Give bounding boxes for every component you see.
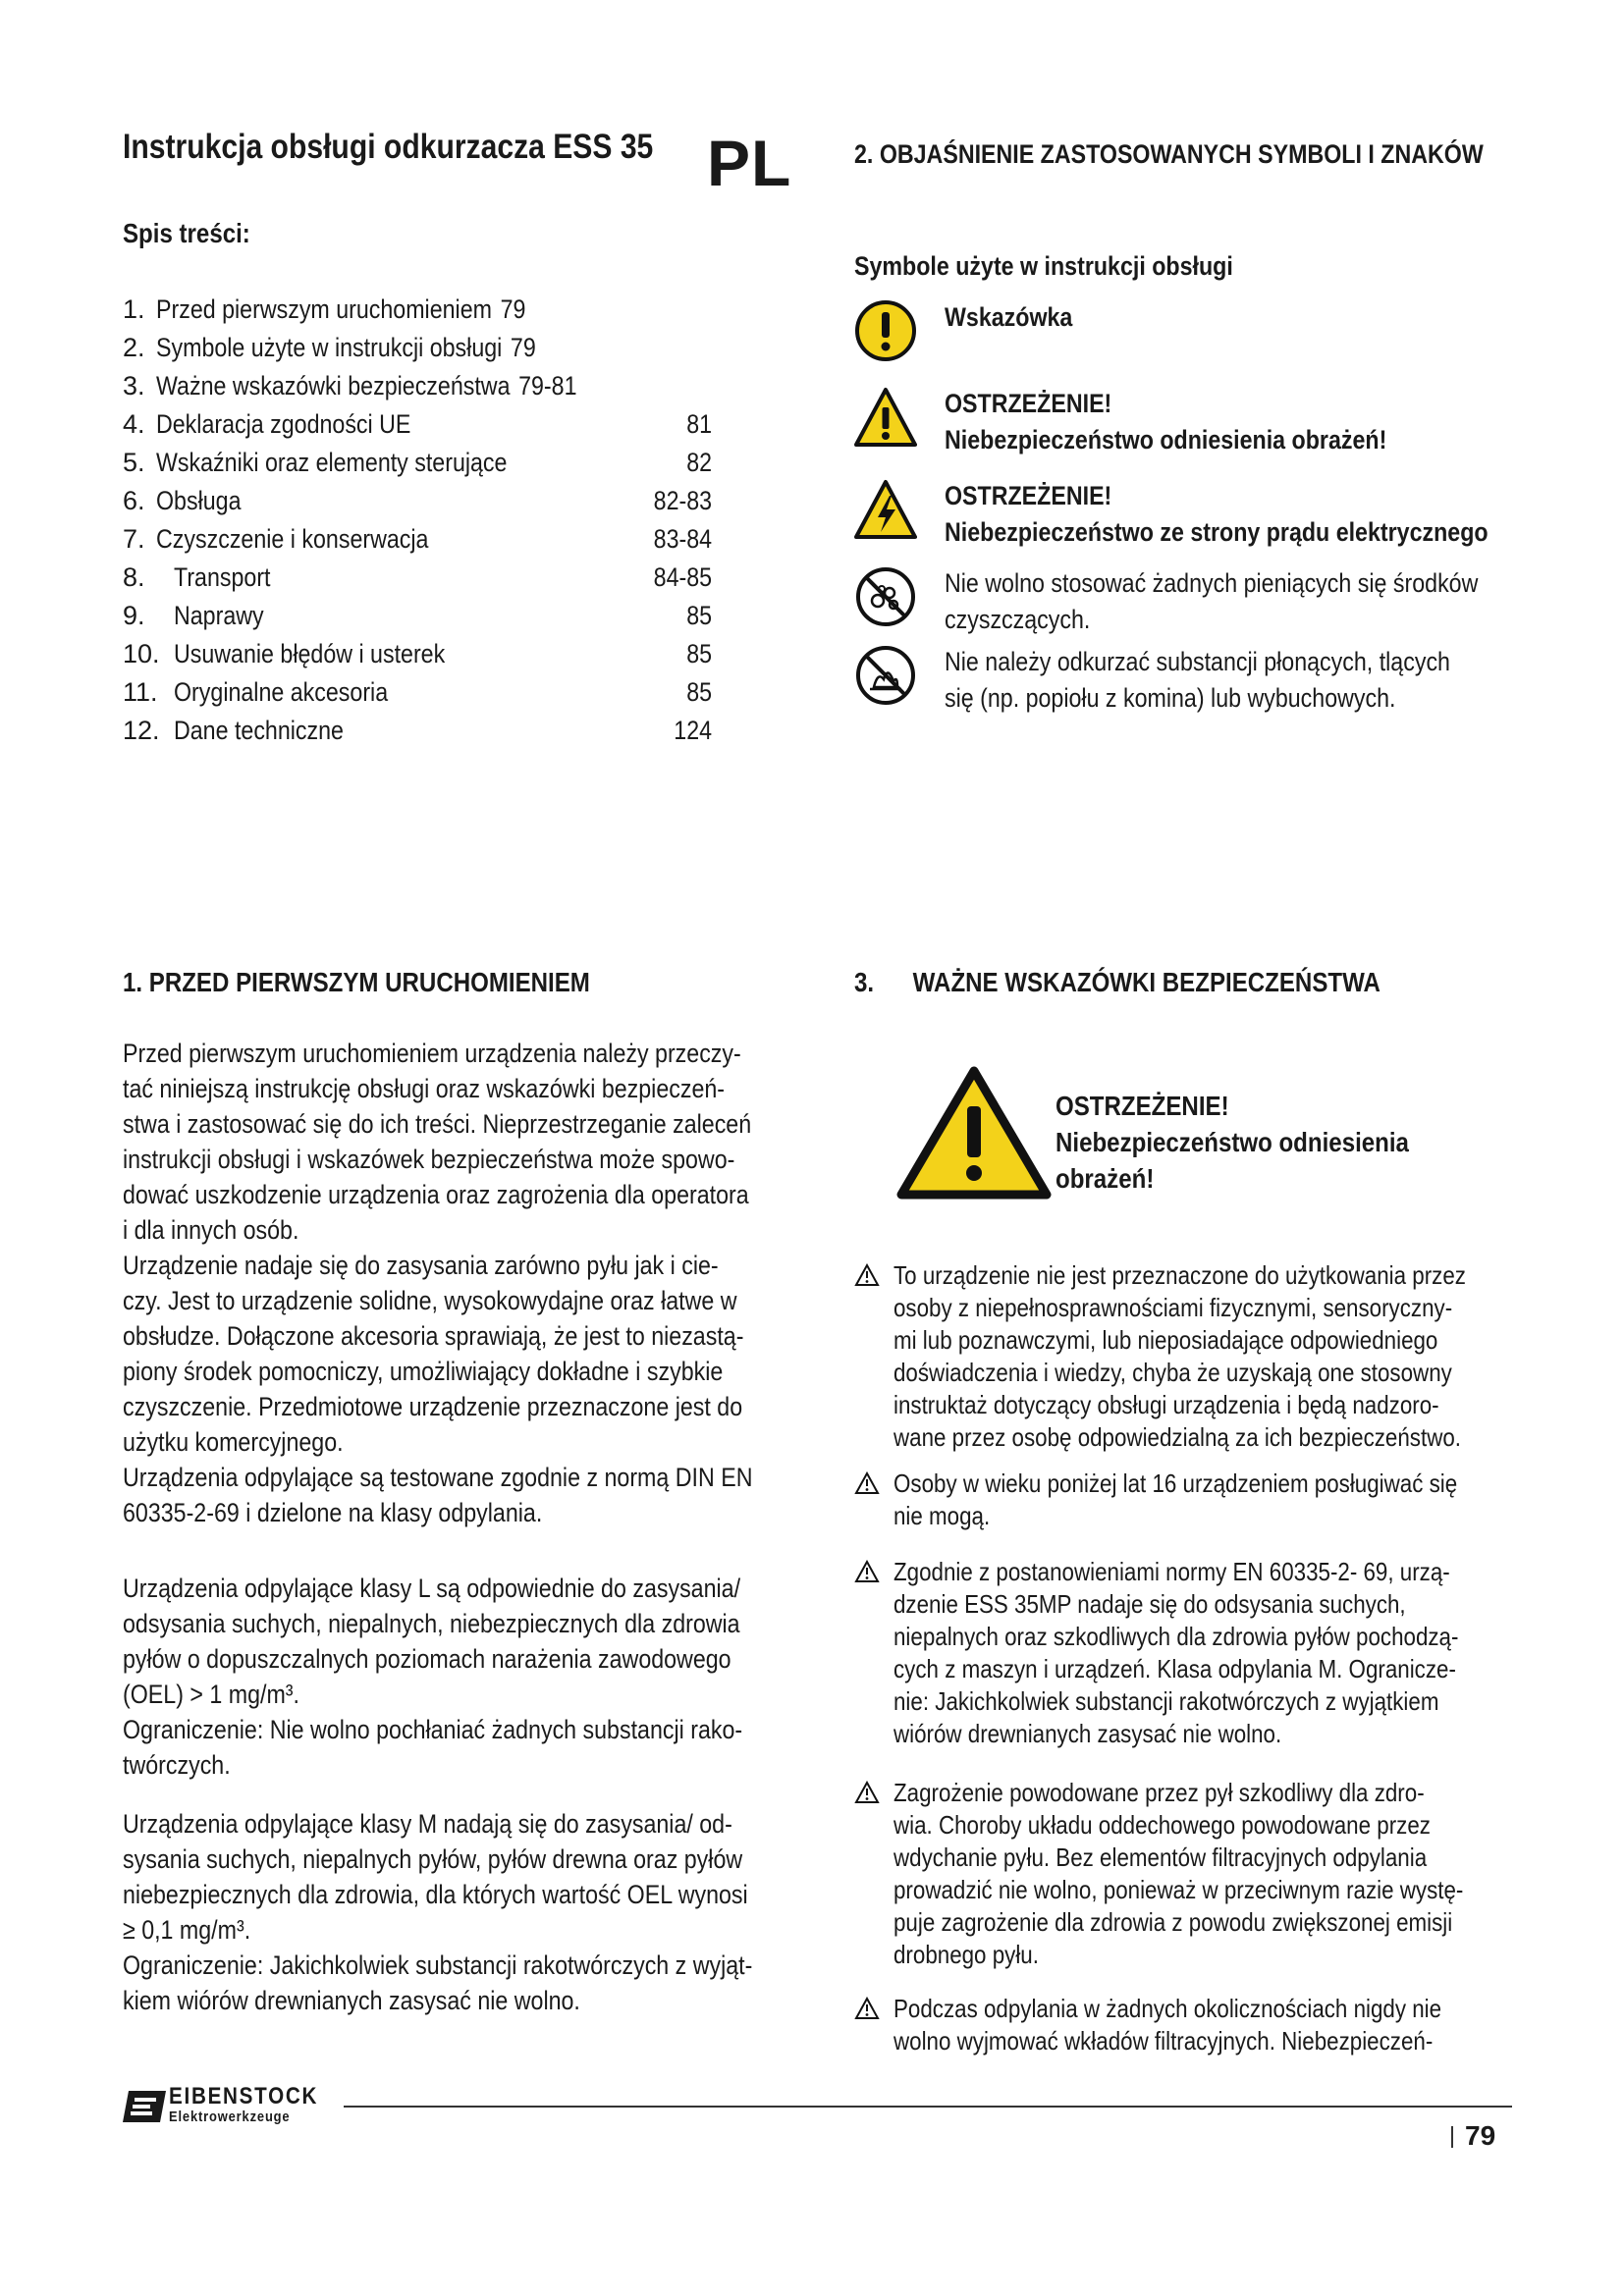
toc-item-number: 5.	[123, 448, 145, 477]
section-1-paragraph	[123, 1036, 795, 1530]
paragraph-line-text: czy. Jest to urządzenie solidne, wysokowydajne oraz łatwe w	[123, 1286, 737, 1315]
paragraph-line-text: Przed pierwszym uruchomieniem urządzenia należy przeczy-	[123, 1039, 741, 1068]
toc-item	[123, 294, 781, 333]
paragraph-line	[123, 1460, 795, 1495]
warning-text-line-content: Niebezpieczeństwo odniesienia	[1056, 1127, 1409, 1157]
toc-item-text	[174, 677, 423, 708]
toc-item	[123, 601, 781, 639]
symbol-text-line-content: Nie należy odkurzać substancji płonących, tlących	[945, 647, 1450, 676]
page-number: 79	[1465, 2120, 1496, 2151]
paragraph-line-text: instrukcji obsługi i wskazówek bezpieczeństwa może spowo-	[123, 1145, 735, 1174]
brand-name: EIBENSTOCK	[169, 2083, 319, 2109]
symbol-text	[945, 478, 1577, 551]
toc-item-number: 10.	[123, 639, 160, 668]
paragraph-line-text: obsłudze. Dołączone akcesoria sprawiają, że jest to niezastą-	[123, 1321, 744, 1351]
toc-item-page: 79	[500, 294, 526, 324]
toc-item-page-value: 83-84	[653, 524, 712, 554]
toc-item	[123, 677, 781, 716]
warning-bullet-icon	[854, 1997, 880, 2020]
symbol-text-line	[945, 680, 1533, 717]
toc-item-page	[682, 639, 712, 669]
toc-item-text	[156, 448, 565, 478]
warning-text-line	[1056, 1124, 1467, 1160]
safety-bullet-line-text: doświadczenia i wiedzy, chyba że uzyskają one stosowny	[893, 1358, 1452, 1387]
toc-item-number: 11.	[123, 677, 158, 707]
safety-bullet-line	[893, 1842, 1556, 1874]
toc-item-text	[156, 524, 473, 555]
safety-bullet-line-text: instruktaż dotyczący obsługi urządzenia i będą nadzoro-	[893, 1390, 1439, 1419]
paragraph-line	[123, 1495, 795, 1530]
symbol-text-line-content: OSTRZEŻENIE!	[945, 389, 1112, 418]
paragraph-line-text: Ograniczenie: Jakichkolwiek substancji rakotwórczych z wyjąt-	[123, 1950, 753, 1980]
safety-bullet-line-text: prowadzić nie wolno, ponieważ w przeciwnym razie wystę-	[893, 1875, 1464, 1904]
toc-item-text	[156, 486, 255, 516]
warning-text-line-content: obrażeń!	[1056, 1163, 1155, 1194]
paragraph-line	[123, 1424, 795, 1460]
symbol-text-line	[945, 602, 1565, 638]
toc-item-page	[644, 524, 712, 555]
safety-bullet-line	[893, 1809, 1556, 1842]
safety-bullet-line	[893, 1556, 1550, 1588]
safety-bullet-line	[893, 1906, 1556, 1939]
toc-item-text	[156, 371, 645, 401]
toc-item-text	[174, 639, 489, 669]
toc-item	[123, 524, 781, 562]
paragraph-line	[123, 1912, 795, 1948]
toc-item	[123, 562, 781, 601]
symbol-text-line	[945, 386, 1459, 422]
toc-item-page	[682, 601, 712, 631]
safety-bullet-text	[893, 1993, 1531, 2057]
toc-item-page	[682, 409, 712, 440]
toc-item-page-value: 124	[674, 716, 712, 745]
paragraph-line-text: dować uszkodzenie urządzenia oraz zagrożenia dla operatora	[123, 1180, 749, 1209]
symbol-text-line-content: Wskazówka	[945, 302, 1073, 332]
paragraph-line	[123, 1983, 795, 2018]
paragraph-line-text: (OEL) > 1 mg/m³.	[123, 1680, 299, 1709]
symbol-text-line	[945, 299, 1094, 336]
paragraph-line	[123, 1142, 795, 1177]
safety-bullet-line-text: dzenie ESS 35MP nadaje się do odsysania suchych,	[893, 1589, 1406, 1619]
safety-bullet-line	[893, 2025, 1531, 2057]
paragraph-line	[123, 1712, 795, 1747]
paragraph-line-text: twórczych.	[123, 1750, 231, 1780]
toc-item-page-value: 84-85	[653, 562, 712, 592]
toc-item	[123, 333, 781, 371]
warning-triangle-icon	[854, 386, 917, 449]
paragraph-line	[123, 1571, 795, 1606]
paragraph-line-text: piony środek pomocniczy, umożliwiający dokładne i szybkie	[123, 1357, 724, 1386]
safety-bullet-line-text: wia. Choroby układu oddechowego powodowane przez	[893, 1810, 1431, 1840]
safety-bullet-line	[893, 1874, 1556, 1906]
toc-item	[123, 639, 781, 677]
paragraph-line	[123, 1677, 795, 1712]
section-1-paragraph	[123, 1571, 795, 1783]
paragraph-line-text: niebezpiecznych dla zdrowia, dla których wartość OEL wynosi	[123, 1880, 748, 1909]
symbol-text-line-content: się (np. popiołu z komina) lub wybuchowych.	[945, 683, 1396, 713]
symbol-text-line-content: OSTRZEŻENIE!	[945, 481, 1112, 510]
safety-bullet-line	[893, 1685, 1550, 1718]
toc-item-page: 79-81	[518, 371, 577, 400]
symbols-subheading: Symbole użyte w instrukcji obsługi	[854, 251, 1233, 281]
paragraph-line	[123, 1248, 795, 1283]
safety-bullet-line-text: wane przez osobę odpowiedzialną za ich bezpieczeństwo.	[893, 1422, 1461, 1452]
toc-item-page-value: 81	[686, 409, 712, 439]
safety-bullet-line	[893, 1389, 1559, 1421]
toc-item-number: 4.	[123, 409, 145, 439]
paragraph-line-text: kiem wiórów drewnianych zasysać nie wolno.	[123, 1986, 580, 2015]
safety-bullet-line	[893, 1292, 1559, 1324]
no-hot-ash-icon	[854, 644, 917, 707]
symbol-text	[945, 565, 1565, 638]
safety-bullet-line	[893, 1357, 1559, 1389]
no-foam-icon	[854, 565, 917, 628]
section-1-paragraph	[123, 1806, 795, 2018]
paragraph-line	[123, 1606, 795, 1641]
safety-bullet-text	[893, 1777, 1556, 1971]
toc-item-number: 12.	[123, 716, 160, 745]
paragraph-line-text: pyłów o dopuszczalnych poziomach narażenia zawodowego	[123, 1644, 731, 1674]
paragraph-line	[123, 1036, 795, 1071]
paragraph-line-text: Urządzenia odpylające klasy L są odpowiednie do zasysania/	[123, 1574, 741, 1603]
paragraph-line	[123, 1212, 795, 1248]
safety-bullet-line-text: wiórów drewnianych zasysać nie wolno.	[893, 1719, 1282, 1748]
paragraph-line-text: czyszczenie. Przedmiotowe urządzenie przeznaczone jest do	[123, 1392, 743, 1421]
toc-item-page-value: 85	[686, 601, 712, 630]
safety-bullet-line	[893, 1588, 1550, 1621]
toc-item-label: Ważne wskazówki bezpieczeństwa 79-81	[156, 371, 577, 400]
toc-item-page	[682, 677, 712, 708]
paragraph-line-text: i dla innych osób.	[123, 1215, 299, 1245]
language-code: PL	[707, 127, 792, 199]
paragraph-line-text: Urządzenie nadaje się do zasysania zarówno pyłu jak i cie-	[123, 1251, 719, 1280]
safety-bullet-text	[893, 1468, 1549, 1532]
warning-bullet-icon	[854, 1471, 880, 1495]
paragraph-line-text: Urządzenia odpylające są testowane zgodnie z normą DIN EN	[123, 1463, 753, 1492]
symbol-text-line	[945, 514, 1577, 551]
section-2-title: 2. OBJAŚNIENIE ZASTOSOWANYCH SYMBOLI I ZNAKÓW	[854, 139, 1484, 169]
paragraph-line	[123, 1283, 795, 1318]
electric-hazard-icon	[854, 478, 917, 541]
safety-bullet-line-text: Podczas odpylania w żadnych okolicznościach nigdy nie	[893, 1994, 1442, 2023]
toc-item-label: Obsługa	[156, 486, 242, 515]
symbol-text-line	[945, 565, 1565, 602]
safety-bullet-line-text: puje zagrożenie dla zdrowia z powodu zwiększonej emisji	[893, 1907, 1453, 1937]
paragraph-line	[123, 1948, 795, 1983]
toc-item-number: 3.	[123, 371, 145, 400]
symbol-text-line	[945, 478, 1577, 514]
section-3-warning-text	[1056, 1088, 1467, 1197]
safety-bullet-line-text: wolno wyjmować wkładów filtracyjnych. Niebezpieczeń-	[893, 2026, 1434, 2056]
toc-item-text	[174, 562, 287, 593]
toc-item-page	[668, 716, 712, 746]
toc-item-label: Oryginalne akcesoria	[174, 677, 389, 707]
toc-item-number: 2.	[123, 333, 145, 362]
safety-bullet-line	[893, 1777, 1556, 1809]
paragraph-line-text: Ograniczenie: Nie wolno pochłaniać żadnych substancji rako-	[123, 1715, 743, 1744]
toc-item-text	[174, 601, 279, 631]
safety-bullet-line	[893, 1621, 1550, 1653]
safety-bullet-line-text: Osoby w wieku poniżej lat 16 urządzeniem posługiwać się	[893, 1468, 1458, 1498]
toc-item-label: Deklaracja zgodności UE	[156, 409, 411, 439]
toc-item	[123, 371, 781, 409]
paragraph-line	[123, 1354, 795, 1389]
safety-bullet-line-text: drobnego pyłu.	[893, 1940, 1039, 1969]
toc-item-page	[644, 486, 712, 516]
safety-bullet-line-text: wdychanie pyłu. Bez elementów filtracyjnych odpylania	[893, 1842, 1428, 1872]
toc-item-label: Wskaźniki oraz elementy sterujące	[156, 448, 508, 477]
paragraph-line	[123, 1071, 795, 1106]
paragraph-line	[123, 1106, 795, 1142]
toc-item-label: Symbole użyte w instrukcji obsługi 79	[156, 333, 536, 362]
safety-bullet-line-text: osoby z niepełnosprawnościami fizycznymi, sensoryczny-	[893, 1293, 1453, 1322]
paragraph-line	[123, 1641, 795, 1677]
toc-item-page	[682, 448, 712, 478]
toc-item	[123, 409, 781, 448]
toc-item-text	[156, 409, 453, 440]
paragraph-line	[123, 1877, 795, 1912]
safety-bullet-line-text: cych z maszyn i urządzeń. Klasa odpylania M. Ogranicze-	[893, 1654, 1456, 1683]
table-of-contents	[123, 294, 781, 754]
safety-bullet-line-text: nie: Jakichkolwiek substancji rakotwórczych z wyjątkiem	[893, 1686, 1439, 1716]
paragraph-line-text: sysania suchych, niepalnych pyłów, pyłów drewna oraz pyłów	[123, 1844, 743, 1874]
safety-bullet-line	[893, 1324, 1559, 1357]
toc-item-label: Usuwanie błędów i usterek	[174, 639, 446, 668]
section-3-title: 3. WAŻNE WSKAZÓWKI BEZPIECZEŃSTWA	[854, 967, 1380, 997]
toc-item-page-value: 82-83	[653, 486, 712, 515]
toc-item	[123, 448, 781, 486]
safety-bullet-line	[893, 1993, 1531, 2025]
symbol-text-line	[945, 644, 1533, 680]
toc-item-label: Przed pierwszym uruchomieniem 79	[156, 294, 526, 324]
symbol-text-line	[945, 422, 1459, 458]
toc-item-page-value: 85	[686, 639, 712, 668]
toc-item-label: Dane techniczne	[174, 716, 344, 745]
safety-bullet-text	[893, 1556, 1550, 1750]
toc-item-label: Czyszczenie i konserwacja	[156, 524, 429, 554]
safety-bullet-line-text: To urządzenie nie jest przeznaczone do użytkowania przez	[893, 1260, 1466, 1290]
symbol-text	[945, 386, 1459, 458]
toc-item-text	[156, 333, 598, 363]
paragraph-line	[123, 1177, 795, 1212]
warning-text-line	[1056, 1160, 1467, 1197]
page-number-divider	[1451, 2126, 1453, 2148]
toc-item-label: Naprawy	[174, 601, 264, 630]
safety-bullet-line	[893, 1718, 1550, 1750]
warning-text-line	[1056, 1088, 1467, 1124]
safety-bullet-line-text: Zagrożenie powodowane przez pył szkodliwy dla zdro-	[893, 1778, 1425, 1807]
warning-text-line-content: OSTRZEŻENIE!	[1056, 1091, 1229, 1121]
paragraph-line-text: użytku komercyjnego.	[123, 1427, 344, 1457]
paragraph-line-text: 60335-2-69 i dzielone na klasy odpylania.	[123, 1498, 543, 1527]
symbol-text	[945, 644, 1533, 717]
toc-item-page	[644, 562, 712, 593]
safety-bullet-line	[893, 1468, 1549, 1500]
symbol-text-line-content: czyszczących.	[945, 605, 1091, 634]
safety-bullet-line	[893, 1421, 1559, 1454]
toc-item-page: 79	[510, 333, 536, 362]
section-1-title: 1. PRZED PIERWSZYM URUCHOMIENIEM	[123, 967, 590, 997]
safety-bullet-line	[893, 1500, 1549, 1532]
symbol-text-line-content: Nie wolno stosować żadnych pieniących się środków	[945, 568, 1479, 598]
toc-item	[123, 716, 781, 754]
paragraph-line	[123, 1842, 795, 1877]
toc-item-label: Transport	[174, 562, 271, 592]
toc-item-number: 7.	[123, 524, 145, 554]
toc-item-number: 6.	[123, 486, 145, 515]
safety-bullet-text	[893, 1259, 1559, 1454]
brand-subtitle: Elektrowerkzeuge	[169, 2109, 291, 2125]
paragraph-line-text: Urządzenia odpylające klasy M nadają się do zasysania/ od-	[123, 1809, 732, 1839]
safety-bullet-line-text: mi lub poznawczymi, lub nieposiadające odpowiedniego	[893, 1325, 1438, 1355]
toc-item-page-value: 85	[686, 677, 712, 707]
toc-item-text	[174, 716, 371, 746]
toc-item-number: 9.	[123, 601, 145, 630]
safety-bullet-line-text: niepalnych oraz szkodliwych dla zdrowia pyłów pochodzą-	[893, 1622, 1459, 1651]
symbol-text-line-content: Niebezpieczeństwo odniesienia obrażeń!	[945, 425, 1387, 454]
footer-rule	[344, 2106, 1512, 2108]
warning-bullet-icon	[854, 1781, 880, 1804]
safety-bullet-line	[893, 1939, 1556, 1971]
document-title: Instrukcja obsługi odkurzacza ESS 35	[123, 128, 654, 166]
warning-bullet-icon	[854, 1560, 880, 1583]
warning-bullet-icon	[854, 1263, 880, 1287]
toc-item	[123, 486, 781, 524]
eibenstock-logo-icon	[123, 2089, 166, 2124]
safety-bullet-line-text: Zgodnie z postanowieniami normy EN 60335-2- 69, urzą-	[893, 1557, 1450, 1586]
toc-heading: Spis treści:	[123, 218, 250, 248]
paragraph-line	[123, 1318, 795, 1354]
toc-item-page-value: 82	[686, 448, 712, 477]
paragraph-line-text: stwa i zastosować się do ich treści. Nieprzestrzeganie zaleceń	[123, 1109, 752, 1139]
paragraph-line-text: tać niniejszą instrukcję obsługi oraz wskazówki bezpieczeń-	[123, 1074, 726, 1103]
paragraph-line	[123, 1747, 795, 1783]
safety-bullet-line	[893, 1259, 1559, 1292]
symbol-text	[945, 299, 1094, 336]
toc-item-text	[156, 294, 586, 325]
symbol-text-line-content: Niebezpieczeństwo ze strony prądu elektrycznego	[945, 517, 1489, 547]
toc-item-number: 8.	[123, 562, 145, 592]
safety-bullet-line	[893, 1653, 1550, 1685]
paragraph-line	[123, 1389, 795, 1424]
paragraph-line-text: ≥ 0,1 mg/m³.	[123, 1915, 251, 1945]
info-exclamation-icon	[854, 299, 917, 362]
large-warning-triangle-icon	[895, 1065, 1053, 1202]
toc-item-number: 1.	[123, 294, 145, 324]
paragraph-line-text: odsysania suchych, niepalnych, niebezpiecznych dla zdrowia	[123, 1609, 740, 1638]
paragraph-line	[123, 1806, 795, 1842]
safety-bullet-line-text: nie mogą.	[893, 1501, 991, 1530]
